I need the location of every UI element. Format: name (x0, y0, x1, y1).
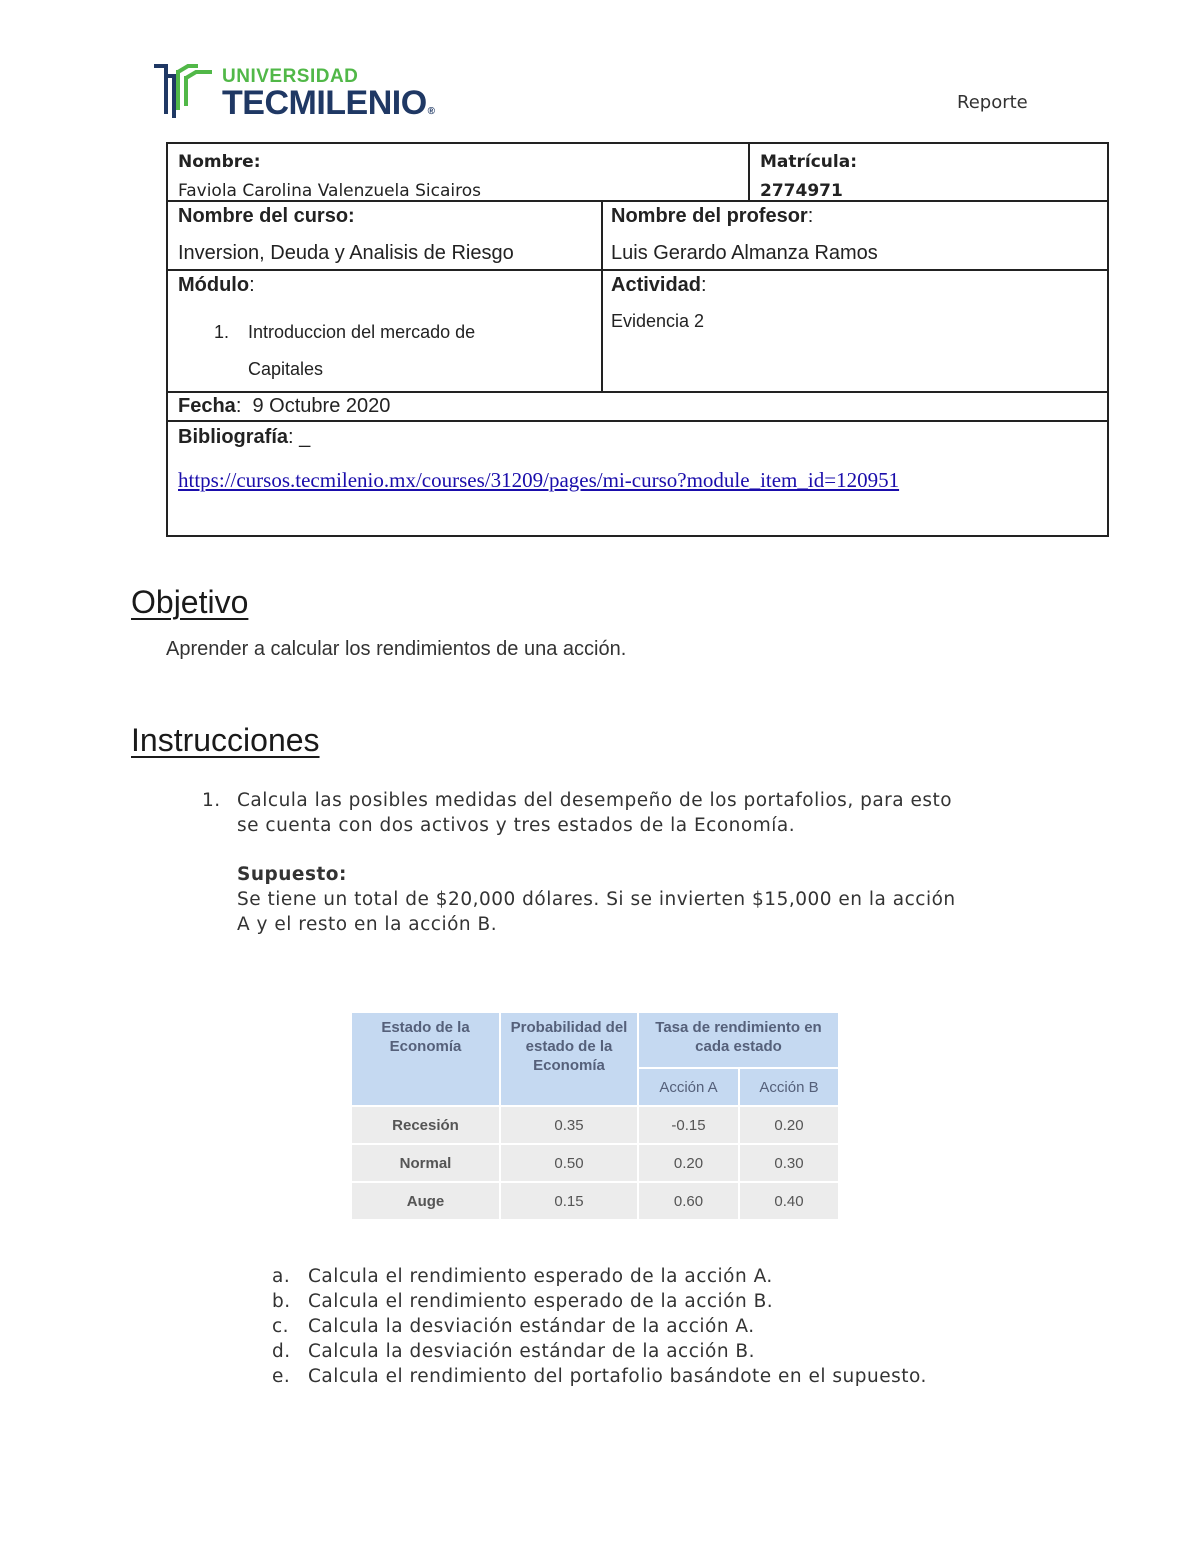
actividad-cell (611, 274, 707, 332)
objetivo-text: Aprender a calcular los rendimientos de una acción. (166, 638, 627, 660)
row-prob: 0.15 (501, 1183, 637, 1219)
economy-states-table (352, 1013, 838, 1219)
row-prob: 0.50 (501, 1145, 637, 1181)
row-estado: Auge (352, 1183, 499, 1219)
task-marker: d. (272, 1341, 291, 1362)
actividad-label: Actividad (611, 274, 702, 296)
modulo-value-line1: Introduccion del mercado de (248, 322, 476, 342)
header-estado: Estado de la Economía (352, 1013, 499, 1105)
row-accion-a: 0.60 (639, 1183, 738, 1219)
header-accion-b: Acción B (740, 1069, 838, 1105)
modulo-item (214, 314, 475, 388)
logo-text-top: UNIVERSIDAD (222, 66, 359, 87)
modulo-cell (178, 274, 255, 297)
bibliografia-link[interactable]: https://cursos.tecmilenio.mx/courses/31209/pages/mi-curso?module_item_id=120951 (178, 468, 900, 492)
row-accion-b: 0.40 (740, 1183, 838, 1219)
task-marker: c. (272, 1316, 290, 1337)
instrucciones-heading: Instrucciones (131, 722, 320, 758)
task-marker: e. (272, 1366, 291, 1387)
fecha-label: Fecha (178, 395, 236, 417)
matricula-label: Matrícula: (760, 152, 858, 172)
instruction-line-2: se cuenta con dos activos y tres estados de la Economía. (237, 815, 796, 836)
modulo-colon: : (249, 274, 255, 296)
actividad-value: Evidencia 2 (611, 311, 705, 331)
task-text: Calcula la desviación estándar de la acción B. (308, 1341, 756, 1362)
row-accion-b: 0.20 (740, 1107, 838, 1143)
fecha-colon: : (235, 395, 242, 417)
supuesto-label: Supuesto: (237, 864, 347, 885)
logo-text-main: TECMILENIO® (222, 84, 435, 122)
supuesto-block (237, 862, 956, 937)
nombre-cell (178, 148, 481, 206)
document-type-label: Reporte (957, 92, 1028, 113)
curso-label: Nombre del curso: (178, 205, 355, 227)
header-accion-a: Acción A (639, 1069, 738, 1105)
profesor-colon: : (807, 205, 814, 227)
supuesto-line-2: A y el resto en la acción B. (237, 914, 498, 935)
instruction-item-number: 1. (202, 790, 221, 811)
task-text: Calcula el rendimiento esperado de la acción B. (308, 1291, 774, 1312)
task-text: Calcula el rendimiento esperado de la acción A. (308, 1266, 773, 1287)
task-marker: b. (272, 1291, 291, 1312)
actividad-colon: : (701, 274, 707, 296)
bibliografia-cell (178, 426, 310, 449)
header-tasa: Tasa de rendimiento en cada estado (639, 1013, 838, 1067)
curso-cell (178, 205, 514, 265)
profesor-value: Luis Gerardo Almanza Ramos (611, 242, 878, 264)
header-probabilidad: Probabilidad del estado de la Economía (501, 1013, 637, 1105)
curso-value: Inversion, Deuda y Analisis de Riesgo (178, 242, 514, 264)
bibliografia-label: Bibliografía (178, 426, 289, 448)
bibliografia-colon: : _ (288, 426, 311, 448)
profesor-label: Nombre del profesor (611, 205, 808, 227)
fecha-cell (178, 395, 390, 418)
row-accion-a: 0.20 (639, 1145, 738, 1181)
row-accion-b: 0.30 (740, 1145, 838, 1181)
instruction-line-1: Calcula las posibles medidas del desempeño de los portafolios, para esto (237, 790, 953, 811)
matricula-cell (760, 148, 857, 206)
matricula-value: 2774971 (760, 181, 843, 201)
objetivo-heading: Objetivo (131, 584, 249, 620)
fecha-value: 9 Octubre 2020 (252, 395, 391, 417)
student-info-table (166, 142, 1109, 537)
nombre-value: Faviola Carolina Valenzuela Sicairos (178, 181, 481, 201)
modulo-value-line2: Capitales (248, 359, 324, 379)
nombre-label: Nombre: (178, 152, 261, 172)
supuesto-line-1: Se tiene un total de $20,000 dólares. Si se invierten $15,000 en la acción (237, 889, 956, 910)
instruction-item-text (237, 788, 952, 838)
row-estado: Recesión (352, 1107, 499, 1143)
profesor-cell (611, 205, 878, 265)
bibliografia-link-cell (178, 468, 899, 493)
modulo-number: 1. (214, 322, 230, 342)
modulo-label: Módulo (178, 274, 250, 296)
task-marker: a. (272, 1266, 291, 1287)
task-text: Calcula el rendimiento del portafolio basándote en el supuesto. (308, 1366, 927, 1387)
row-estado: Normal (352, 1145, 499, 1181)
row-accion-a: -0.15 (639, 1107, 738, 1143)
tecmilenio-logo-icon (152, 62, 214, 118)
task-text: Calcula la desviación estándar de la acción A. (308, 1316, 755, 1337)
row-prob: 0.35 (501, 1107, 637, 1143)
